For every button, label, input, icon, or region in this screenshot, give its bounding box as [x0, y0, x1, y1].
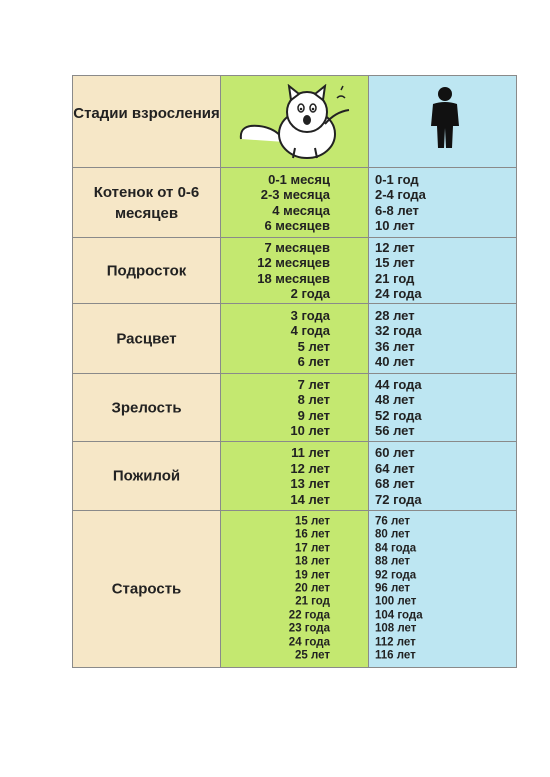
- cat-age: 2 года: [290, 286, 330, 301]
- cat-age: 19 лет: [294, 568, 330, 581]
- cat-age: 17 лет: [294, 542, 330, 555]
- cat-age: 25 лет: [294, 649, 330, 662]
- cat-age: 4 года: [290, 323, 330, 338]
- cat-age: 23 года: [288, 622, 330, 635]
- human-age: 116 лет: [375, 649, 416, 662]
- table-row: [73, 237, 516, 303]
- stage-cell: [73, 168, 221, 237]
- table-row: [73, 510, 516, 667]
- human-age: 12 лет: [375, 239, 415, 255]
- cat-age: 6 лет: [297, 354, 330, 369]
- human-age: 32 года: [375, 323, 422, 338]
- human-age: 100 лет: [375, 595, 417, 608]
- cat-age: 12 лет: [290, 460, 330, 476]
- table-row: [73, 167, 516, 237]
- stage-label: Котенок от 0-6 месяцев: [93, 183, 200, 222]
- human-age-cell: [369, 168, 516, 237]
- human-age: 28 лет: [375, 307, 415, 323]
- human-age: 24 года: [375, 286, 422, 301]
- human-age-cell: [369, 511, 516, 667]
- cat-age: 15 лет: [294, 515, 330, 528]
- cat-age: 11 лет: [291, 445, 330, 460]
- table-row: [73, 441, 516, 510]
- cat-age: 0-1 месяц: [268, 171, 330, 187]
- human-age: 52 года: [375, 407, 422, 423]
- stage-cell: [73, 304, 221, 373]
- cat-age: 5 лет: [297, 338, 330, 354]
- human-age: 72 года: [375, 491, 422, 507]
- human-age-cell: [369, 304, 516, 373]
- human-age: 60 лет: [375, 445, 415, 460]
- cat-age: 12 месяцев: [257, 255, 330, 270]
- human-age: 15 лет: [375, 255, 415, 270]
- human-age: 6-8 лет: [375, 202, 419, 218]
- human-age: 108 лет: [375, 622, 417, 635]
- cat-age-cell: [221, 374, 369, 441]
- human-age-cell: [369, 374, 516, 441]
- human-age-cell: [369, 442, 516, 510]
- header-stage-cell: [73, 76, 221, 167]
- human-age: 104 года: [375, 609, 423, 622]
- human-age: 68 лет: [375, 476, 415, 491]
- human-age: 40 лет: [375, 354, 415, 369]
- cat-age-cell: [221, 442, 369, 510]
- human-age: 88 лет: [375, 555, 411, 568]
- stage-cell: [73, 238, 221, 303]
- cat-age: 14 лет: [290, 491, 330, 507]
- stage-label: Расцвет: [116, 330, 177, 347]
- cat-age-table: [72, 75, 517, 668]
- cat-age: 6 месяцев: [264, 218, 330, 233]
- cat-age-cell: [221, 238, 369, 303]
- human-age: 80 лет: [375, 528, 411, 541]
- stage-cell: [73, 442, 221, 510]
- cat-age: 9 лет: [297, 407, 330, 423]
- human-age: 0-1 год: [375, 171, 419, 187]
- cat-age: 8 лет: [297, 392, 330, 407]
- cat-age: 4 месяца: [272, 202, 330, 218]
- cat-age-cell: [221, 168, 369, 237]
- stage-label: Старость: [111, 580, 182, 598]
- human-age: 44 года: [375, 376, 422, 392]
- cat-icon: [237, 84, 355, 162]
- human-age: 64 лет: [375, 460, 415, 476]
- cat-age: 20 лет: [294, 582, 330, 595]
- cat-age-cell: [221, 511, 369, 667]
- table-row: [73, 373, 516, 441]
- cat-age: 18 лет: [294, 555, 330, 568]
- cat-age: 24 года: [288, 635, 330, 648]
- stage-cell: [73, 374, 221, 441]
- human-age: 92 года: [375, 568, 417, 581]
- cat-age: 18 месяцев: [257, 270, 330, 286]
- stage-label: Зрелость: [111, 399, 182, 416]
- human-age: 96 лет: [375, 582, 411, 595]
- human-age: 10 лет: [375, 218, 415, 233]
- header-human-cell: [369, 76, 516, 167]
- human-age: 21 год: [375, 270, 415, 286]
- cat-age: 21 год: [295, 595, 330, 608]
- header-row: [73, 76, 516, 167]
- cat-age: 13 лет: [290, 476, 330, 491]
- stage-cell: [73, 511, 221, 667]
- human-age-cell: [369, 238, 516, 303]
- human-age: 56 лет: [375, 423, 415, 438]
- cat-age: 3 года: [290, 307, 330, 323]
- stage-label: Подросток: [106, 262, 187, 279]
- cat-age: 16 лет: [294, 528, 330, 541]
- header-stage-label: Стадии взросления: [73, 105, 220, 122]
- human-age: 2-4 года: [375, 187, 426, 202]
- header-cat-cell: [221, 76, 369, 167]
- human-age: 76 лет: [375, 515, 411, 528]
- human-age: 112 лет: [375, 635, 416, 648]
- cat-age: 10 лет: [290, 423, 330, 438]
- table-row: [73, 303, 516, 373]
- person-icon: [427, 86, 463, 150]
- cat-age: 2-3 месяца: [260, 187, 330, 202]
- cat-age: 7 лет: [297, 376, 330, 392]
- cat-age-cell: [221, 304, 369, 373]
- human-age: 84 года: [375, 542, 417, 555]
- human-age: 36 лет: [375, 338, 415, 354]
- human-age: 48 лет: [375, 392, 415, 407]
- cat-age: 22 года: [288, 609, 330, 622]
- stage-label: Пожилой: [112, 467, 181, 485]
- cat-age: 7 месяцев: [264, 239, 330, 255]
